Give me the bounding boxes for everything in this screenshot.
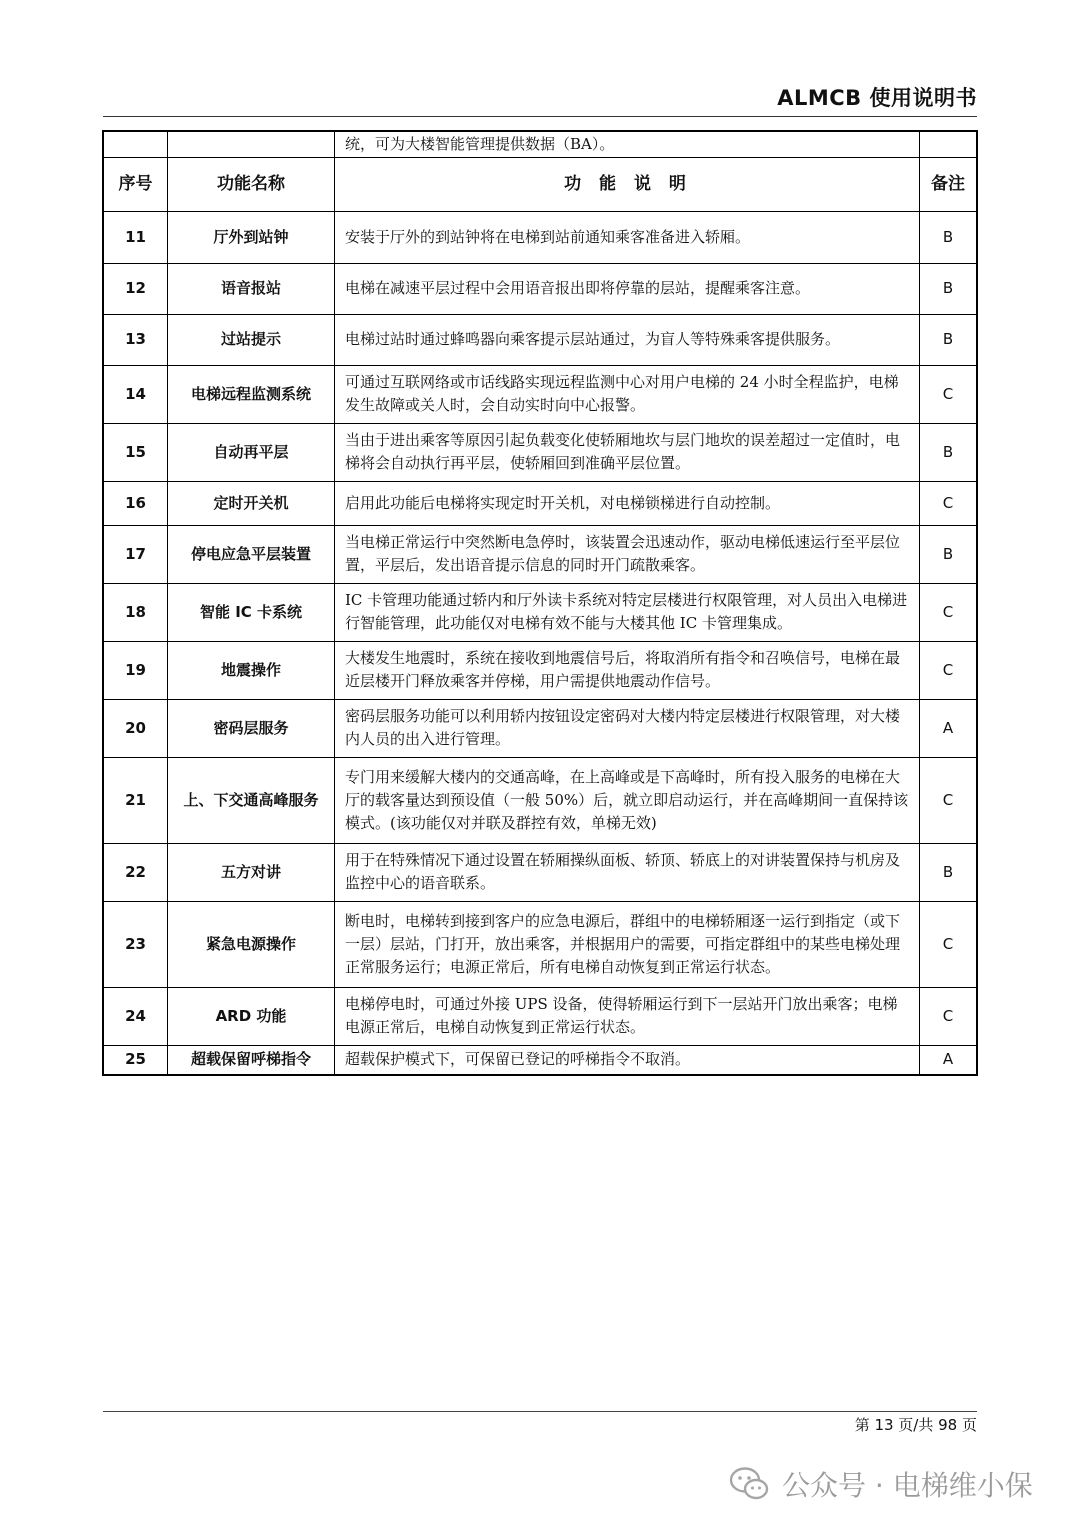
watermark bbox=[728, 1462, 1033, 1506]
row-name: 厅外到站钟 bbox=[168, 211, 335, 263]
row-desc: IC 卡管理功能通过轿内和厅外读卡系统对特定层楼进行权限管理，对人员出入电梯进行智能管理，此功能仅对电梯有效不能与大楼其他 IC 卡管理集成。 bbox=[335, 583, 920, 641]
document-title: ALMCB 使用说明书 bbox=[777, 86, 977, 110]
row-name: 地震操作 bbox=[168, 641, 335, 699]
row-note: B bbox=[920, 211, 978, 263]
row-desc: 当电梯正常运行中突然断电急停时，该装置会迅速动作，驱动电梯低速运行至平层位置，平层后，发出语音提示信息的同时开门疏散乘客。 bbox=[335, 525, 920, 583]
row-name: ARD 功能 bbox=[168, 987, 335, 1045]
row-name: 电梯远程监测系统 bbox=[168, 365, 335, 423]
table-row bbox=[103, 481, 977, 525]
wechat-icon bbox=[728, 1462, 772, 1506]
row-no: 17 bbox=[103, 525, 168, 583]
row-name: 语音报站 bbox=[168, 263, 335, 314]
row-note: C bbox=[920, 583, 978, 641]
continuation-row bbox=[103, 131, 977, 157]
table-row bbox=[103, 987, 977, 1045]
row-no: 12 bbox=[103, 263, 168, 314]
table-row bbox=[103, 901, 977, 987]
row-note: C bbox=[920, 365, 978, 423]
row-desc: 用于在特殊情况下通过设置在轿厢操纵面板、轿顶、轿底上的对讲装置保持与机房及监控中心的语音联系。 bbox=[335, 843, 920, 901]
header-divider bbox=[103, 116, 977, 117]
row-no: 19 bbox=[103, 641, 168, 699]
row-no: 24 bbox=[103, 987, 168, 1045]
row-desc: 当由于进出乘客等原因引起负载变化使轿厢地坎与层门地坎的误差超过一定值时，电梯将会自动执行再平层，使轿厢回到准确平层位置。 bbox=[335, 423, 920, 481]
row-note: C bbox=[920, 641, 978, 699]
row-note: B bbox=[920, 314, 978, 365]
table-row bbox=[103, 211, 977, 263]
row-no: 16 bbox=[103, 481, 168, 525]
row-name: 停电应急平层装置 bbox=[168, 525, 335, 583]
footer-divider bbox=[103, 1411, 977, 1412]
table-row bbox=[103, 699, 977, 757]
row-name: 定时开关机 bbox=[168, 481, 335, 525]
row-no: 13 bbox=[103, 314, 168, 365]
row-name: 智能 IC 卡系统 bbox=[168, 583, 335, 641]
row-name: 上、下交通高峰服务 bbox=[168, 757, 335, 843]
row-no: 21 bbox=[103, 757, 168, 843]
row-no: 25 bbox=[103, 1045, 168, 1075]
header-desc: 功 能 说 明 bbox=[335, 157, 920, 211]
row-no: 14 bbox=[103, 365, 168, 423]
row-desc: 可通过互联网络或市话线路实现远程监测中心对用户电梯的 24 小时全程监护，电梯发生故障或关人时，会自动实时向中心报警。 bbox=[335, 365, 920, 423]
row-name: 过站提示 bbox=[168, 314, 335, 365]
table-row bbox=[103, 843, 977, 901]
header-note: 备注 bbox=[920, 157, 978, 211]
table-row bbox=[103, 1045, 977, 1075]
continuation-text: 统，可为大楼智能管理提供数据（BA）。 bbox=[335, 131, 920, 157]
row-note: B bbox=[920, 843, 978, 901]
row-desc: 密码层服务功能可以利用轿内按钮设定密码对大楼内特定层楼进行权限管理，对大楼内人员的出入进行管理。 bbox=[335, 699, 920, 757]
row-note: B bbox=[920, 525, 978, 583]
row-desc: 电梯在减速平层过程中会用语音报出即将停靠的层站，提醒乘客注意。 bbox=[335, 263, 920, 314]
row-note: A bbox=[920, 699, 978, 757]
table-row bbox=[103, 757, 977, 843]
row-note: B bbox=[920, 423, 978, 481]
row-note: B bbox=[920, 263, 978, 314]
row-desc: 电梯过站时通过蜂鸣器向乘客提示层站通过，为盲人等特殊乘客提供服务。 bbox=[335, 314, 920, 365]
row-name: 自动再平层 bbox=[168, 423, 335, 481]
function-table bbox=[102, 130, 978, 1076]
row-name: 紧急电源操作 bbox=[168, 901, 335, 987]
table-header-row bbox=[103, 157, 977, 211]
watermark-text: 公众号 · 电梯维小保 bbox=[782, 1469, 1033, 1502]
row-desc: 大楼发生地震时，系统在接收到地震信号后，将取消所有指令和召唤信号，电梯在最近层楼开门释放乘客并停梯，用户需提供地震动作信号。 bbox=[335, 641, 920, 699]
row-desc: 专门用来缓解大楼内的交通高峰，在上高峰或是下高峰时，所有投入服务的电梯在大厅的载客量达到预设值（一般 50%）后，就立即启动运行，并在高峰期间一直保持该模式。(该功能仅对并联及群控有效，单梯无效) bbox=[335, 757, 920, 843]
header-no: 序号 bbox=[103, 157, 168, 211]
page-number: 第 13 页/共 98 页 bbox=[854, 1416, 977, 1434]
row-name: 超载保留呼梯指令 bbox=[168, 1045, 335, 1075]
row-desc: 安装于厅外的到站钟将在电梯到站前通知乘客准备进入轿厢。 bbox=[335, 211, 920, 263]
table-row bbox=[103, 583, 977, 641]
row-no: 20 bbox=[103, 699, 168, 757]
row-no: 22 bbox=[103, 843, 168, 901]
row-desc: 断电时，电梯转到接到客户的应急电源后，群组中的电梯轿厢逐一运行到指定（或下一层）层站，门打开，放出乘客，并根据用户的需要，可指定群组中的某些电梯处理正常服务运行；电源正常后，所有电梯自动恢复到正常运行状态。 bbox=[335, 901, 920, 987]
table-row bbox=[103, 641, 977, 699]
row-note: C bbox=[920, 481, 978, 525]
row-desc: 超载保护模式下，可保留已登记的呼梯指令不取消。 bbox=[335, 1045, 920, 1075]
table-row bbox=[103, 263, 977, 314]
header-name: 功能名称 bbox=[168, 157, 335, 211]
row-no: 18 bbox=[103, 583, 168, 641]
row-note: C bbox=[920, 987, 978, 1045]
row-note: C bbox=[920, 757, 978, 843]
row-no: 15 bbox=[103, 423, 168, 481]
row-note: A bbox=[920, 1045, 978, 1075]
row-name: 五方对讲 bbox=[168, 843, 335, 901]
table-row bbox=[103, 525, 977, 583]
row-desc: 启用此功能后电梯将实现定时开关机，对电梯锁梯进行自动控制。 bbox=[335, 481, 920, 525]
row-note: C bbox=[920, 901, 978, 987]
row-no: 23 bbox=[103, 901, 168, 987]
table-row bbox=[103, 314, 977, 365]
table-row bbox=[103, 423, 977, 481]
table-row bbox=[103, 365, 977, 423]
row-name: 密码层服务 bbox=[168, 699, 335, 757]
row-desc: 电梯停电时，可通过外接 UPS 设备，使得轿厢运行到下一层站开门放出乘客；电梯电源正常后，电梯自动恢复到正常运行状态。 bbox=[335, 987, 920, 1045]
row-no: 11 bbox=[103, 211, 168, 263]
